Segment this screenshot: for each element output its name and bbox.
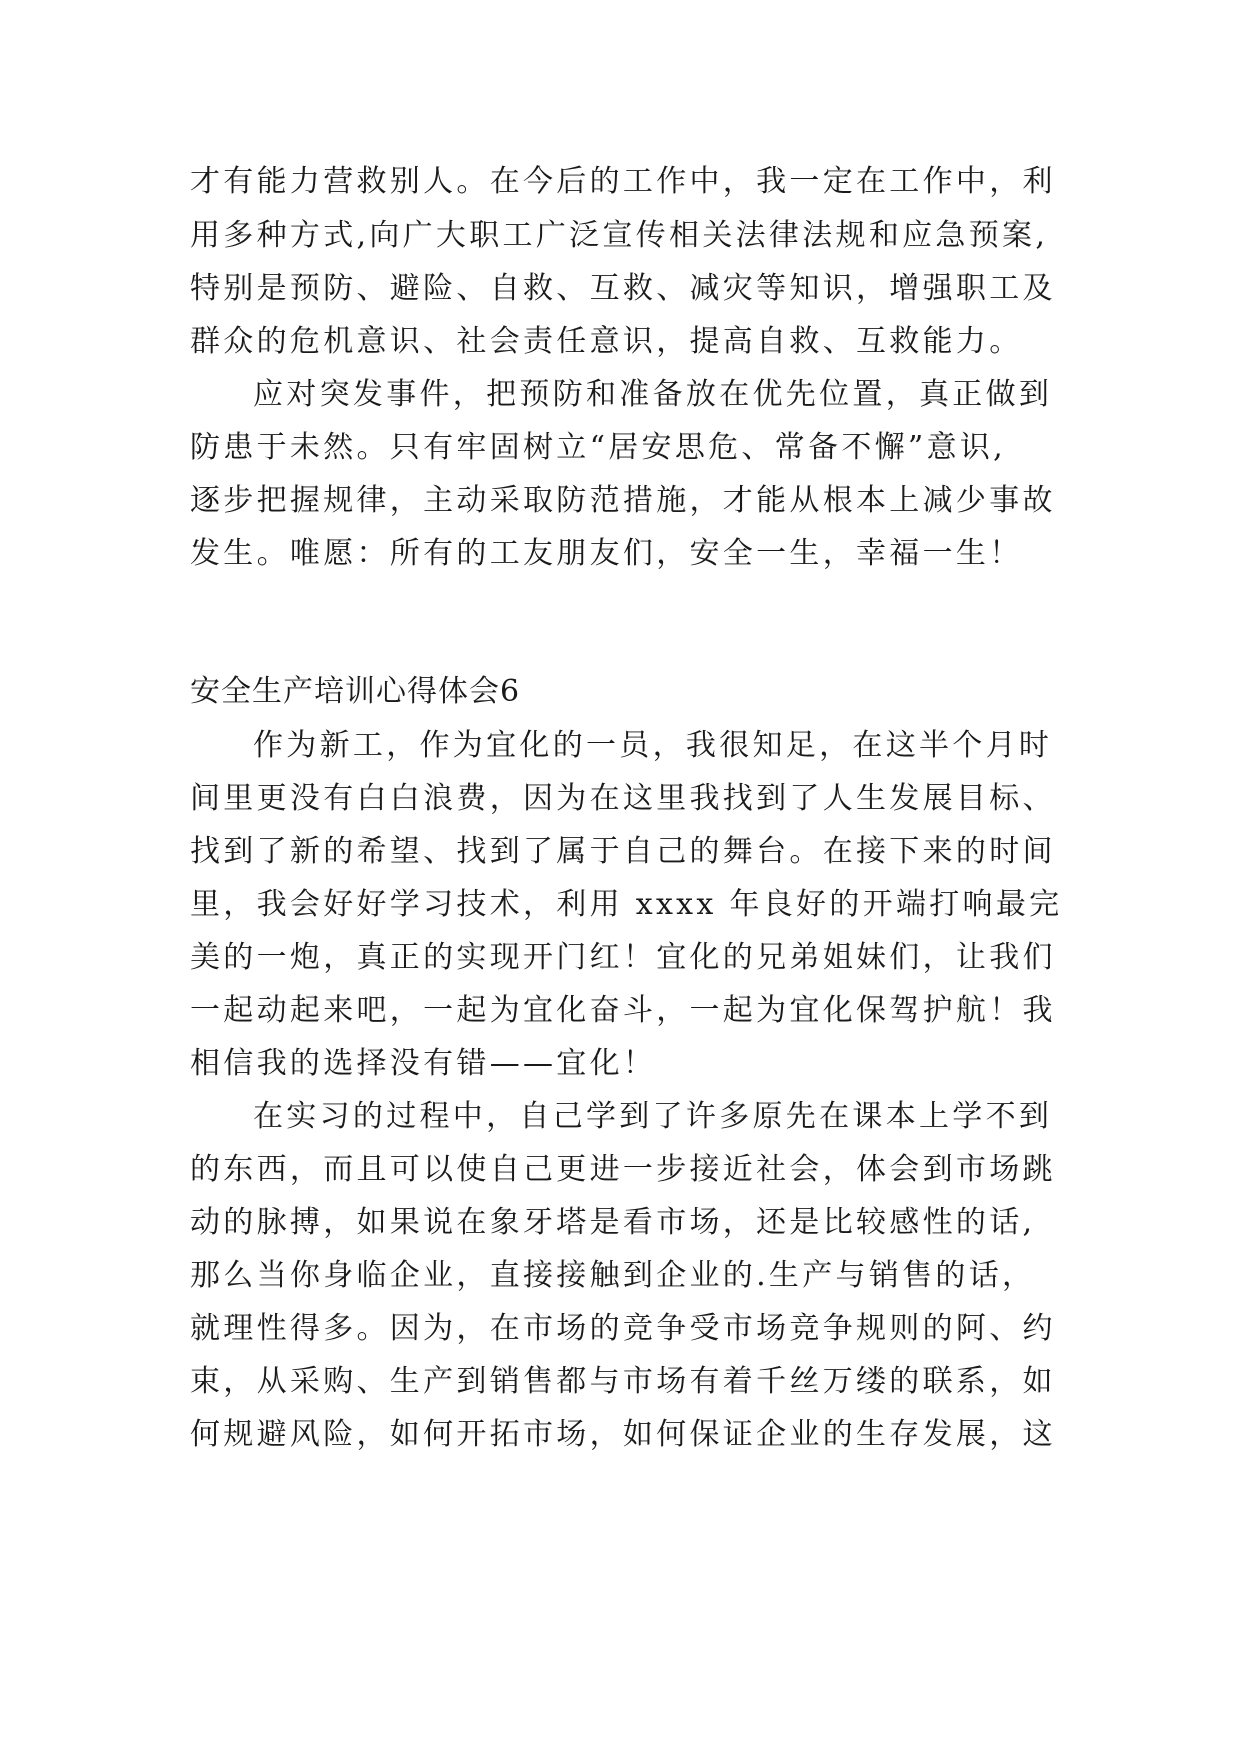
paragraph-line: 发生。唯愿：所有的工友朋友们，安全一生，幸福一生！ [190, 536, 1023, 571]
paragraph-line: 那么当你身临企业，直接接触到企业的.生产与销售的话， [190, 1258, 1036, 1293]
paragraph-line: 的东西，而且可以使自己更进一步接近社会，体会到市场跳 [190, 1152, 1056, 1187]
paragraph-line: 就理性得多。因为，在市场的竞争受市场竞争规则的阿、约 [190, 1311, 1056, 1346]
paragraph-line: 束，从采购、生产到销售都与市场有着千丝万缕的联系，如 [190, 1364, 1056, 1399]
section-heading: 安全生产培训心得体会6 [190, 674, 521, 709]
paragraph-line: 动的脉搏，如果说在象牙塔是看市场，还是比较感性的话, [190, 1205, 1036, 1240]
paragraph-line: 逐步把握规律，主动采取防范措施，才能从根本上减少事故 [190, 483, 1056, 518]
paragraph-line: 在实习的过程中，自己学到了许多原先在课本上学不到 [253, 1099, 1053, 1134]
paragraph-line: 作为新工，作为宜化的一员，我很知足，在这半个月时 [253, 728, 1053, 763]
paragraph-line: 间里更没有白白浪费，因为在这里我找到了人生发展目标、 [190, 781, 1056, 816]
paragraph-line: 特别是预防、避险、自救、互救、减灾等知识，增强职工及 [190, 271, 1056, 306]
paragraph-line: 群众的危机意识、社会责任意识，提高自救、互救能力。 [190, 324, 1023, 359]
paragraph-line: 应对突发事件，把预防和准备放在优先位置，真正做到 [253, 377, 1053, 412]
paragraph-line: 一起动起来吧，一起为宜化奋斗，一起为宜化保驾护航！我 [190, 993, 1056, 1028]
paragraph-line: 相信我的选择没有错——宜化！ [190, 1046, 657, 1081]
paragraph-line: 才有能力营救别人。在今后的工作中，我一定在工作中，利 [190, 164, 1056, 199]
paragraph-line: 找到了新的希望、找到了属于自己的舞台。在接下来的时间 [190, 834, 1056, 869]
paragraph-line: 防患于未然。只有牢固树立“居安思危、常备不懈”意识, [190, 430, 1007, 465]
paragraph-line: 用多种方式,向广大职工广泛宣传相关法律法规和应急预案, [190, 218, 1049, 253]
paragraph-line: 何规避风险，如何开拓市场，如何保证企业的生存发展，这 [190, 1417, 1056, 1452]
paragraph-line: 里，我会好好学习技术，利用 xxxx 年良好的开端打响最完 [190, 887, 1063, 922]
paragraph-line: 美的一炮，真正的实现开门红！宜化的兄弟姐妹们，让我们 [190, 940, 1056, 975]
